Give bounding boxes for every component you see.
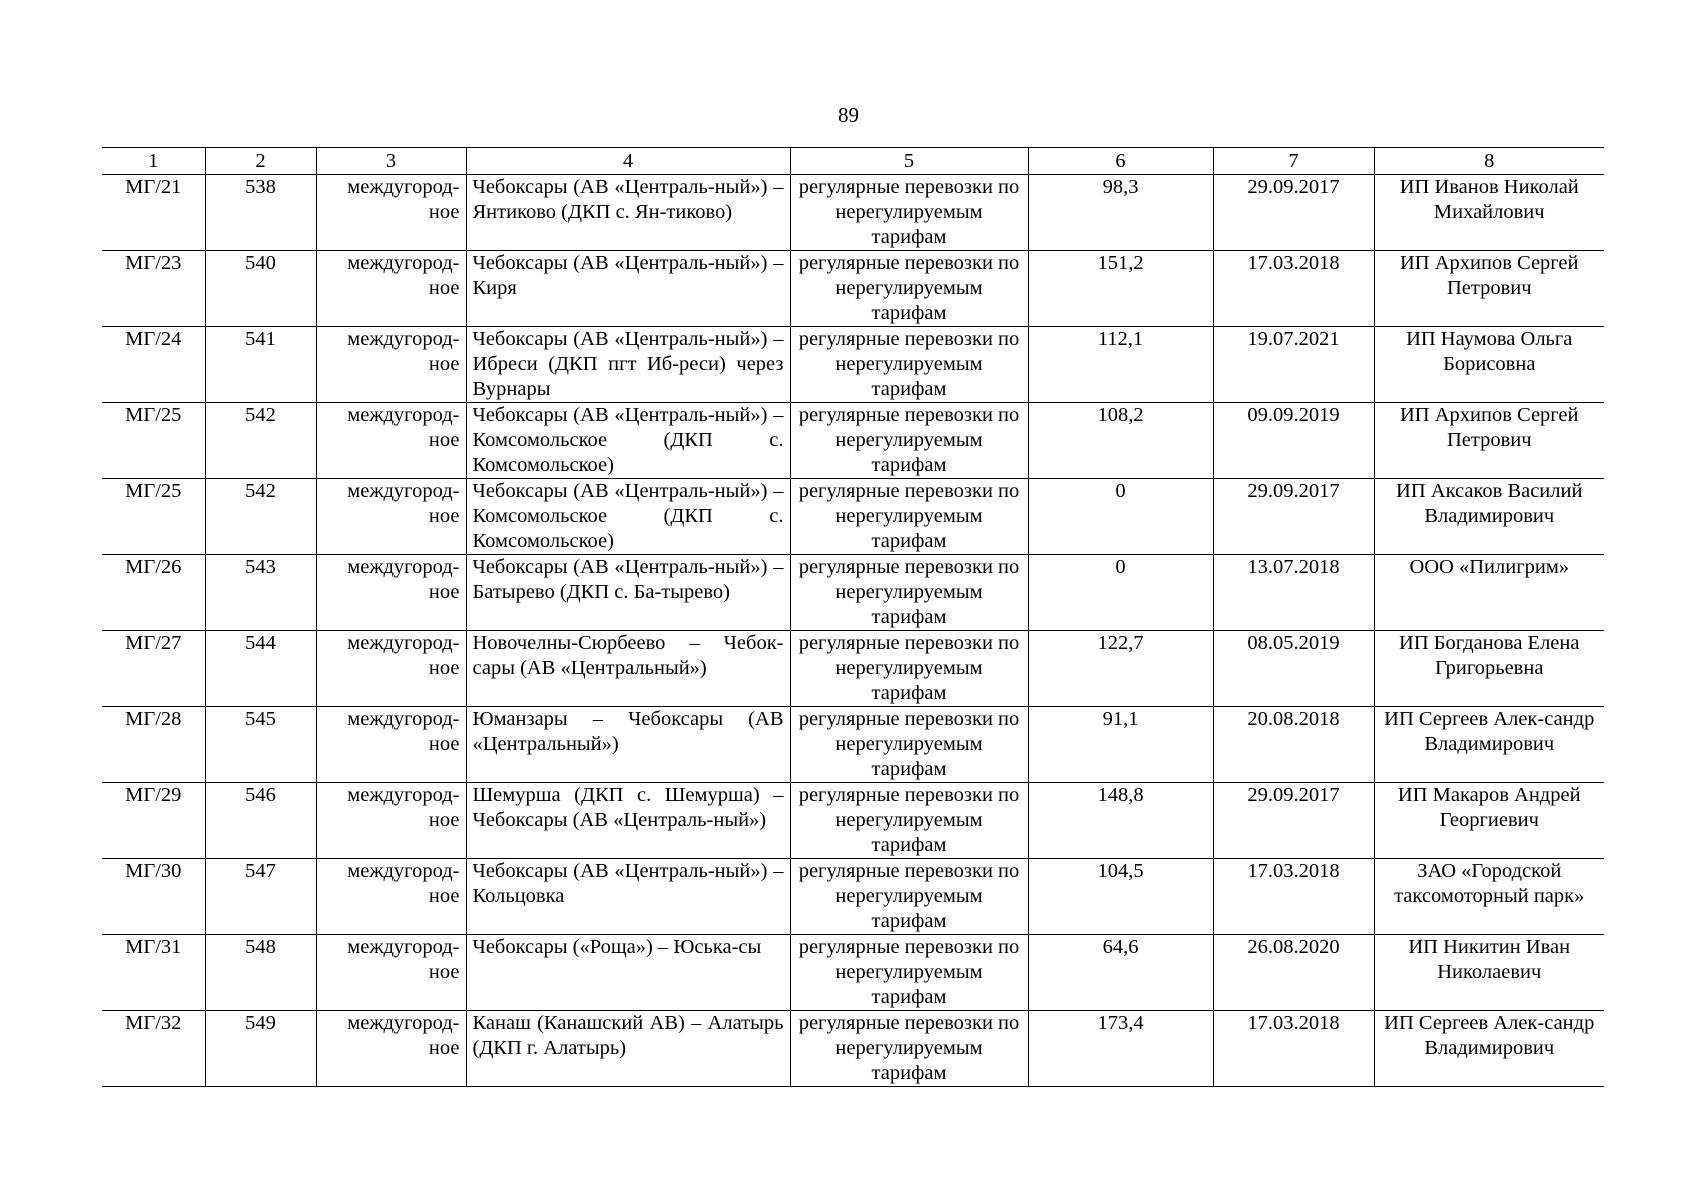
route-reg-cell: МГ/30 [102,859,205,935]
route-reg-cell: МГ/24 [102,327,205,403]
route-number-cell: 547 [205,859,316,935]
transport-type-cell: регулярные перевозки по нерегулируемым тарифам [790,1011,1028,1087]
table-row [102,859,1604,935]
carrier-cell: ИП Макаров Андрей Георгиевич [1374,783,1604,859]
date-cell: 09.09.2019 [1213,403,1374,479]
route-number-cell: 549 [205,1011,316,1087]
route-reg-cell: МГ/31 [102,935,205,1011]
carrier-cell: ИП Иванов Николай Михайлович [1374,175,1604,251]
column-header: 8 [1374,148,1604,175]
route-type-cell: междугород-ное [316,403,466,479]
carrier-cell: ИП Архипов Сергей Петрович [1374,403,1604,479]
column-header: 6 [1028,148,1213,175]
route-name-cell: Чебоксары (АВ «Централь-ный») – Киря [466,251,790,327]
route-name-cell: Чебоксары («Роща») – Юська-сы [466,935,790,1011]
distance-cell: 148,8 [1028,783,1213,859]
transport-type-cell: регулярные перевозки по нерегулируемым тарифам [790,859,1028,935]
date-cell: 17.03.2018 [1213,859,1374,935]
transport-type-cell: регулярные перевозки по нерегулируемым тарифам [790,707,1028,783]
route-number-cell: 546 [205,783,316,859]
route-number-cell: 538 [205,175,316,251]
date-cell: 17.03.2018 [1213,251,1374,327]
route-type-cell: междугород-ное [316,175,466,251]
transport-type-cell: регулярные перевозки по нерегулируемым тарифам [790,555,1028,631]
route-name-cell: Чебоксары (АВ «Централь-ный») – Комсомольское (ДКП с. Комсомольское) [466,403,790,479]
carrier-cell: ИП Сергеев Алек-сандр Владимирович [1374,707,1604,783]
carrier-cell: ИП Наумова Ольга Борисовна [1374,327,1604,403]
distance-cell: 173,4 [1028,1011,1213,1087]
column-header: 5 [790,148,1028,175]
route-name-cell: Чебоксары (АВ «Централь-ный») – Кольцовка [466,859,790,935]
route-name-cell: Юманзары – Чебоксары (АВ «Центральный») [466,707,790,783]
distance-cell: 108,2 [1028,403,1213,479]
route-number-cell: 545 [205,707,316,783]
table-row [102,707,1604,783]
distance-cell: 91,1 [1028,707,1213,783]
column-header: 4 [466,148,790,175]
route-number-cell: 542 [205,479,316,555]
route-type-cell: междугород-ное [316,555,466,631]
column-header: 2 [205,148,316,175]
route-name-cell: Канаш (Канашский АВ) – Алатырь (ДКП г. Алатырь) [466,1011,790,1087]
route-number-cell: 540 [205,251,316,327]
route-name-cell: Шемурша (ДКП с. Шемурша) – Чебоксары (АВ «Централь-ный») [466,783,790,859]
route-reg-cell: МГ/26 [102,555,205,631]
table-row [102,175,1604,251]
carrier-cell: ИП Никитин Иван Николаевич [1374,935,1604,1011]
distance-cell: 64,6 [1028,935,1213,1011]
distance-cell: 104,5 [1028,859,1213,935]
distance-cell: 122,7 [1028,631,1213,707]
route-reg-cell: МГ/25 [102,479,205,555]
route-type-cell: междугород-ное [316,1011,466,1087]
route-reg-cell: МГ/25 [102,403,205,479]
date-cell: 17.03.2018 [1213,1011,1374,1087]
carrier-cell: ООО «Пилигрим» [1374,555,1604,631]
route-name-cell: Чебоксары (АВ «Централь-ный») – Батырево (ДКП с. Ба-тырево) [466,555,790,631]
route-name-cell: Чебоксары (АВ «Централь-ный») – Ибреси (ДКП пгт Иб-реси) через Вурнары [466,327,790,403]
transport-type-cell: регулярные перевозки по нерегулируемым тарифам [790,175,1028,251]
route-reg-cell: МГ/32 [102,1011,205,1087]
column-header: 1 [102,148,205,175]
table-row [102,479,1604,555]
route-number-cell: 541 [205,327,316,403]
route-type-cell: междугород-ное [316,707,466,783]
transport-type-cell: регулярные перевозки по нерегулируемым тарифам [790,479,1028,555]
route-name-cell: Новочелны-Сюрбеево – Чебок-сары (АВ «Центральный») [466,631,790,707]
carrier-cell: ИП Архипов Сергей Петрович [1374,251,1604,327]
routes-table [102,147,1604,1087]
route-number-cell: 544 [205,631,316,707]
page-number: 89 [838,103,859,127]
table-row [102,327,1604,403]
route-name-cell: Чебоксары (АВ «Централь-ный») – Комсомольское (ДКП с. Комсомольское) [466,479,790,555]
route-type-cell: междугород-ное [316,251,466,327]
route-type-cell: междугород-ное [316,783,466,859]
transport-type-cell: регулярные перевозки по нерегулируемым тарифам [790,631,1028,707]
transport-type-cell: регулярные перевозки по нерегулируемым тарифам [790,935,1028,1011]
table-row [102,1011,1604,1087]
column-header: 3 [316,148,466,175]
date-cell: 26.08.2020 [1213,935,1374,1011]
route-type-cell: междугород-ное [316,479,466,555]
table-row [102,403,1604,479]
table-row [102,631,1604,707]
distance-cell: 151,2 [1028,251,1213,327]
column-header: 7 [1213,148,1374,175]
distance-cell: 98,3 [1028,175,1213,251]
route-type-cell: междугород-ное [316,859,466,935]
route-name-cell: Чебоксары (АВ «Централь-ный») – Янтиково (ДКП с. Ян-тиково) [466,175,790,251]
route-reg-cell: МГ/27 [102,631,205,707]
header-row [102,148,1604,175]
table-row [102,935,1604,1011]
route-type-cell: междугород-ное [316,327,466,403]
date-cell: 29.09.2017 [1213,175,1374,251]
route-type-cell: междугород-ное [316,631,466,707]
transport-type-cell: регулярные перевозки по нерегулируемым тарифам [790,251,1028,327]
carrier-cell: ИП Сергеев Алек-сандр Владимирович [1374,1011,1604,1087]
date-cell: 19.07.2021 [1213,327,1374,403]
transport-type-cell: регулярные перевозки по нерегулируемым тарифам [790,403,1028,479]
route-reg-cell: МГ/23 [102,251,205,327]
date-cell: 13.07.2018 [1213,555,1374,631]
route-type-cell: междугород-ное [316,935,466,1011]
transport-type-cell: регулярные перевозки по нерегулируемым тарифам [790,327,1028,403]
transport-type-cell: регулярные перевозки по нерегулируемым тарифам [790,783,1028,859]
route-number-cell: 548 [205,935,316,1011]
table-row [102,783,1604,859]
date-cell: 08.05.2019 [1213,631,1374,707]
table-row [102,555,1604,631]
route-reg-cell: МГ/21 [102,175,205,251]
route-number-cell: 543 [205,555,316,631]
route-number-cell: 542 [205,403,316,479]
carrier-cell: ЗАО «Городской таксомоторный парк» [1374,859,1604,935]
date-cell: 20.08.2018 [1213,707,1374,783]
date-cell: 29.09.2017 [1213,783,1374,859]
carrier-cell: ИП Богданова Елена Григорьевна [1374,631,1604,707]
date-cell: 29.09.2017 [1213,479,1374,555]
distance-cell: 112,1 [1028,327,1213,403]
route-reg-cell: МГ/28 [102,707,205,783]
table-body [102,175,1604,1087]
table-row [102,251,1604,327]
distance-cell: 0 [1028,479,1213,555]
distance-cell: 0 [1028,555,1213,631]
route-reg-cell: МГ/29 [102,783,205,859]
carrier-cell: ИП Аксаков Василий Владимирович [1374,479,1604,555]
